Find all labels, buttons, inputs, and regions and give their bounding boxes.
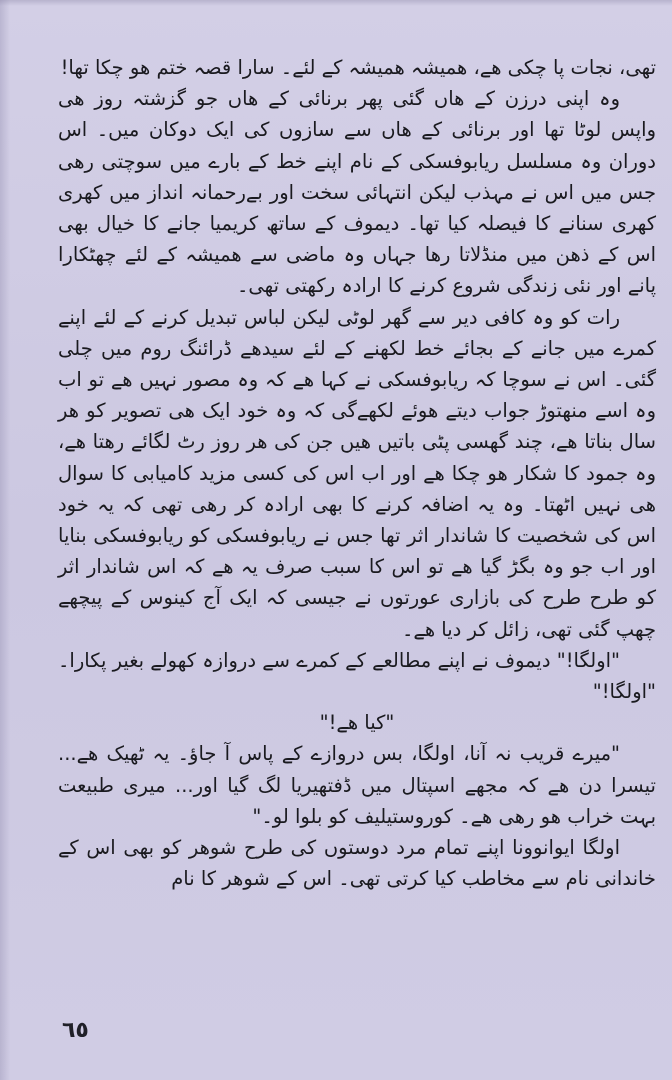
dialogue-paragraph: "کیا ھے!" xyxy=(319,711,395,735)
paragraph-continuation: تھی، نجات پا چکی ھے، ھمیشہ ھمیشہ کے لئے۔ سارا قصہ ختم ھو چکا تھا! xyxy=(60,56,656,79)
body-text xyxy=(58,52,656,894)
dialogue-paragraph: "اولگا!" دیموف نے اپنے مطالعے کے کمرے سے دروازہ کھولے بغیر پکارا۔ "اولگا!" xyxy=(58,648,656,704)
paragraph: وہ اپنی درزن کے ھاں گئی پھر برنائی کے ھاں جو گزشتہ روز ھی واپس لوٹا تھا اور برنائی کے ھاں سے سازوں کی ایک دوکان میں۔ اس دوران وہ مسلسل ریابوفسکی کے نام اپنے خط کے بارے میں سوچتی رھی جس میں اس نے مہذب لیکن انتہائی سخت اور بےرحمانہ انداز میں کھری کھری سنانے کا فیصلہ کیا تھا۔ دیموف کے ساتھ کریمیا جانے کا خیال بھی اس کے ذھن میں منڈلاتا رھا جہاں وہ ماضی سے ھمیشہ کے لئے چھٹکارا پانے اور نئی زندگی شروع کرنے کا ارادہ رکھتی تھی۔ xyxy=(58,87,656,298)
dialogue-paragraph: "میرے قریب نہ آنا، اولگا، بس دروازے کے پاس آ جاؤ۔ یہ ٹھیک ھے... تیسرا دن ھے کہ مجھے اسپتال میں ڈفتھیریا لگ گیا اور... میری طبیعت بہت خراب ھو رھی ھے۔ کوروستیلیف کو بلوا لو۔" xyxy=(58,742,656,828)
page-number: ٦٥ xyxy=(62,1018,89,1043)
paragraph: رات کو وہ کافی دیر سے گھر لوٹی لیکن لباس تبدیل کرنے کے لئے اپنے کمرے میں جانے کے بجائے خط لکھنے کے لئے سیدھے ڈرائنگ روم میں چلی گئی۔ اس نے سوچا کہ ریابوفسکی نے کہا ھے کہ وہ مصور نہیں ھے تو اب وہ اسے منھتوڑ جواب دیتے ھوئے لکھےگی کہ وہ خود ایک ھی تصویر کو ھر سال بناتا ھے، چند گھسی پٹی باتیں ھیں جن کی ھر روز رٹ لگائے رھتا ھے، وہ جمود کا شکار ھو چکا ھے اور اب اس کی کسی مزید کامیابی کا سوال ھی نہیں اٹھتا۔ وہ یہ اضافہ کرنے کا بھی ارادہ کر رھی تھی کہ یہ خود اس کی شخصیت کا شاندار اثر تھا جس نے ریابوفسکی کو ریابوفسکی بنایا اور اب جو وہ بگڑ گیا ھے تو اس کا سبب صرف یہ ھے کہ اس شاندار اثر کو طرح طرح کی بازاری عورتوں نے جیسی کہ ایک آج کینوس کے پیچھے چھپ گئی تھی، زائل کر دیا ھے۔ xyxy=(58,305,656,641)
scan-shadow-top xyxy=(0,0,672,6)
paragraph: اولگا ایوانوونا اپنے تمام مرد دوستوں کی طرح شوھر کو بھی اس کے خاندانی نام سے مخاطب کیا کرتی تھی۔ اس کے شوھر کا نام xyxy=(58,836,656,891)
scan-shadow-left xyxy=(0,0,10,1080)
